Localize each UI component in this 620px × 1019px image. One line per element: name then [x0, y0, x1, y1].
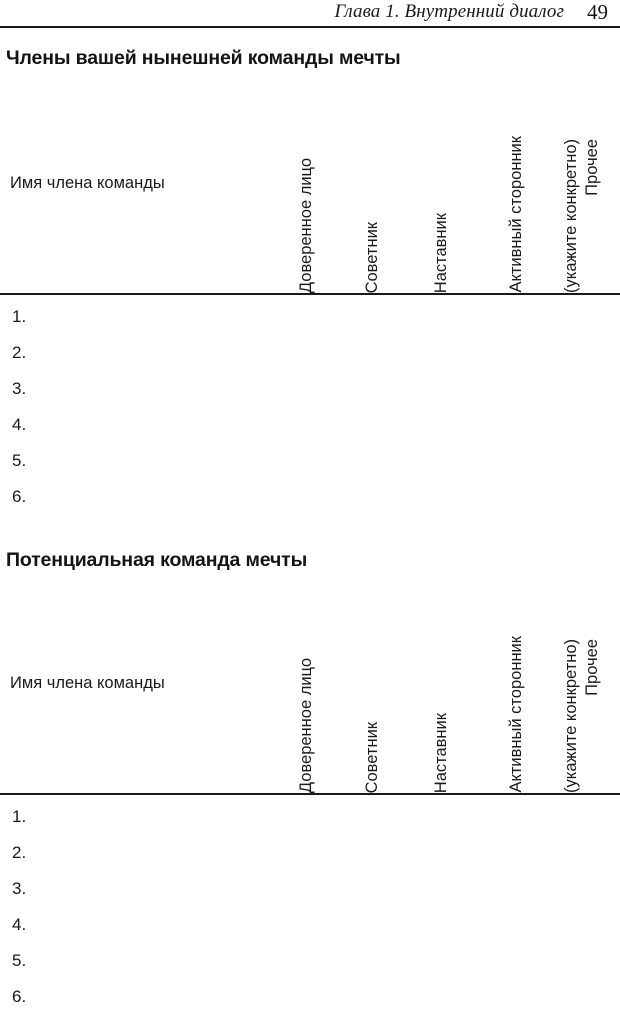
column-header-confidant: Доверенное лицо	[297, 157, 315, 293]
column-header-other	[560, 139, 602, 293]
table-header-row	[0, 580, 620, 793]
chapter-title: Глава 1. Внутренний диалог	[334, 1, 564, 22]
column-header-member-name: Имя члена команды	[10, 674, 165, 692]
table-body	[0, 795, 620, 1011]
column-header-other-line1: Прочее	[582, 139, 601, 196]
table-row[interactable]	[0, 367, 620, 403]
table-row[interactable]	[0, 795, 620, 831]
table-row[interactable]	[0, 439, 620, 475]
row-number: 1.	[12, 807, 27, 826]
table-row[interactable]	[0, 975, 620, 1011]
row-number: 3.	[12, 379, 27, 398]
column-header-confidant: Доверенное лицо	[297, 657, 315, 793]
table-header-row	[0, 80, 620, 293]
column-header-mentor: Наставник	[432, 712, 450, 793]
table-row[interactable]	[0, 903, 620, 939]
row-number: 6.	[12, 487, 27, 506]
section-heading-current-team: Члены вашей нынешней команды мечты	[6, 47, 401, 69]
row-number: 6.	[12, 987, 27, 1006]
row-number: 2.	[12, 843, 27, 862]
column-header-advisor: Советник	[363, 221, 381, 293]
row-number: 1.	[12, 307, 27, 326]
column-header-other	[560, 639, 602, 793]
worksheet-table-potential-team	[0, 580, 620, 1011]
column-header-mentor: Наставник	[432, 212, 450, 293]
table-row[interactable]	[0, 403, 620, 439]
row-number: 5.	[12, 451, 27, 470]
table-row[interactable]	[0, 475, 620, 511]
header-divider	[0, 26, 620, 28]
table-body	[0, 295, 620, 511]
worksheet-table-current-team	[0, 80, 620, 511]
column-header-other-line1: Прочее	[582, 639, 601, 696]
column-header-other-line2: (укажите конкретно)	[562, 639, 580, 793]
page-number: 49	[587, 0, 608, 24]
row-number: 4.	[12, 415, 27, 434]
table-row[interactable]	[0, 295, 620, 331]
table-row[interactable]	[0, 831, 620, 867]
table-row[interactable]	[0, 939, 620, 975]
column-header-member-name: Имя члена команды	[10, 174, 165, 192]
column-header-active-supporter: Активный сторонник	[507, 636, 525, 793]
table-row[interactable]	[0, 331, 620, 367]
column-header-advisor: Советник	[363, 721, 381, 793]
running-head	[0, 0, 620, 27]
row-number: 5.	[12, 951, 27, 970]
table-row[interactable]	[0, 867, 620, 903]
section-heading-potential-team: Потенциальная команда мечты	[6, 549, 308, 571]
row-number: 4.	[12, 915, 27, 934]
row-number: 3.	[12, 879, 27, 898]
column-header-other-line2: (укажите конкретно)	[562, 139, 580, 293]
row-number: 2.	[12, 343, 27, 362]
column-header-active-supporter: Активный сторонник	[507, 136, 525, 293]
